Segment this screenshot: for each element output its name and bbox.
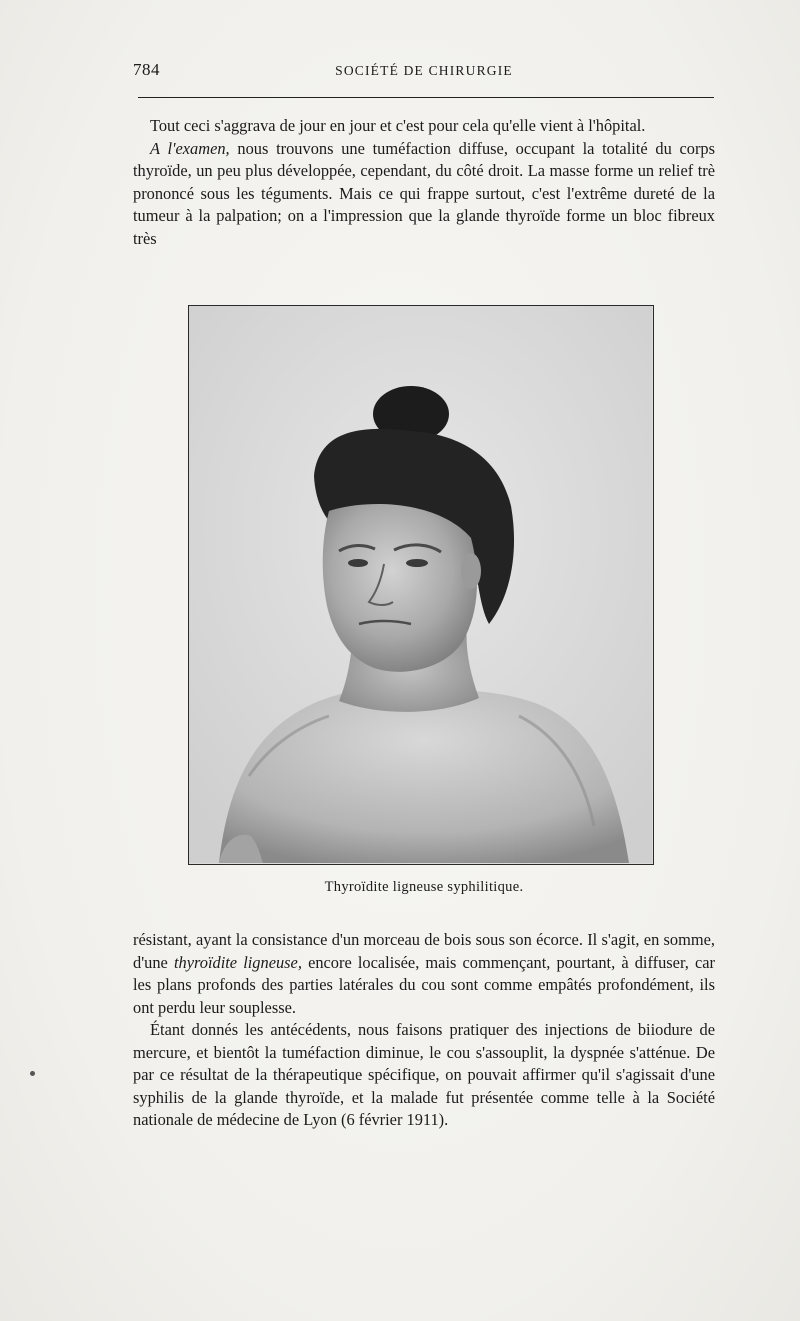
paragraph-text: encore localisée, mais commençant, pourtant, à diffuser, car les plans profonds des parties latérales du cou sont comme empâtés profondément, ils ont perdu leur souplesse. [133,952,715,1017]
paragraph [133,929,715,1019]
header-rule [138,97,714,98]
italic-phrase: thyroïdite ligneuse, [173,952,302,972]
page-number: 784 [133,60,160,79]
paragraph [133,115,715,138]
running-head: SOCIÉTÉ DE CHIRURGIE [335,63,513,78]
margin-ink-mark [30,1071,35,1076]
italic-phrase: A l'examen, [150,138,230,158]
paragraph [133,138,715,251]
patient-photograph [188,305,654,865]
paragraph [133,1019,715,1132]
paragraph-text: résistant, ayant la consistance d'un morceau de bois sous son écorce. Il s'agit, en somme, d'une [133,930,715,972]
paragraph-text: Tout ceci s'aggrava de jour en jour et c'est pour cela qu'elle vient à l'hôpital. [150,116,646,135]
page-header [133,60,715,84]
paragraph-text: nous trouvons une tuméfaction diffuse, occupant la totalité du corps thyroïde, un peu plus développée, cependant, du côté droit. La masse forme un relief trè prononcé sous les téguments. Mais ce qui frappe surtout, c'est l'extrême dureté de la tumeur à la palpation; on a l'impression que la glande thyroïde forme un bloc fibreux très [133,138,716,248]
bottom-text-block [133,929,715,1132]
photograph-illustration [189,306,652,863]
paragraph-text: Étant donnés les antécédents, nous faisons pratiquer des injections de biiodure de mercure, et bientôt la tuméfaction diminue, le cou s'assouplit, la dyspnée s'atténue. De par ce résultat de la thérapeutique spécifique, on pouvait affirmer qu'il s'agissait d'une syphilis de la glande thyroïde, et la malade fut présentée comme telle à la Société nationale de médecine de Lyon (6 février 1911). [133,1020,715,1129]
top-text-block [133,115,715,250]
figure-caption: Thyroïdite ligneuse syphilitique. [324,879,524,895]
